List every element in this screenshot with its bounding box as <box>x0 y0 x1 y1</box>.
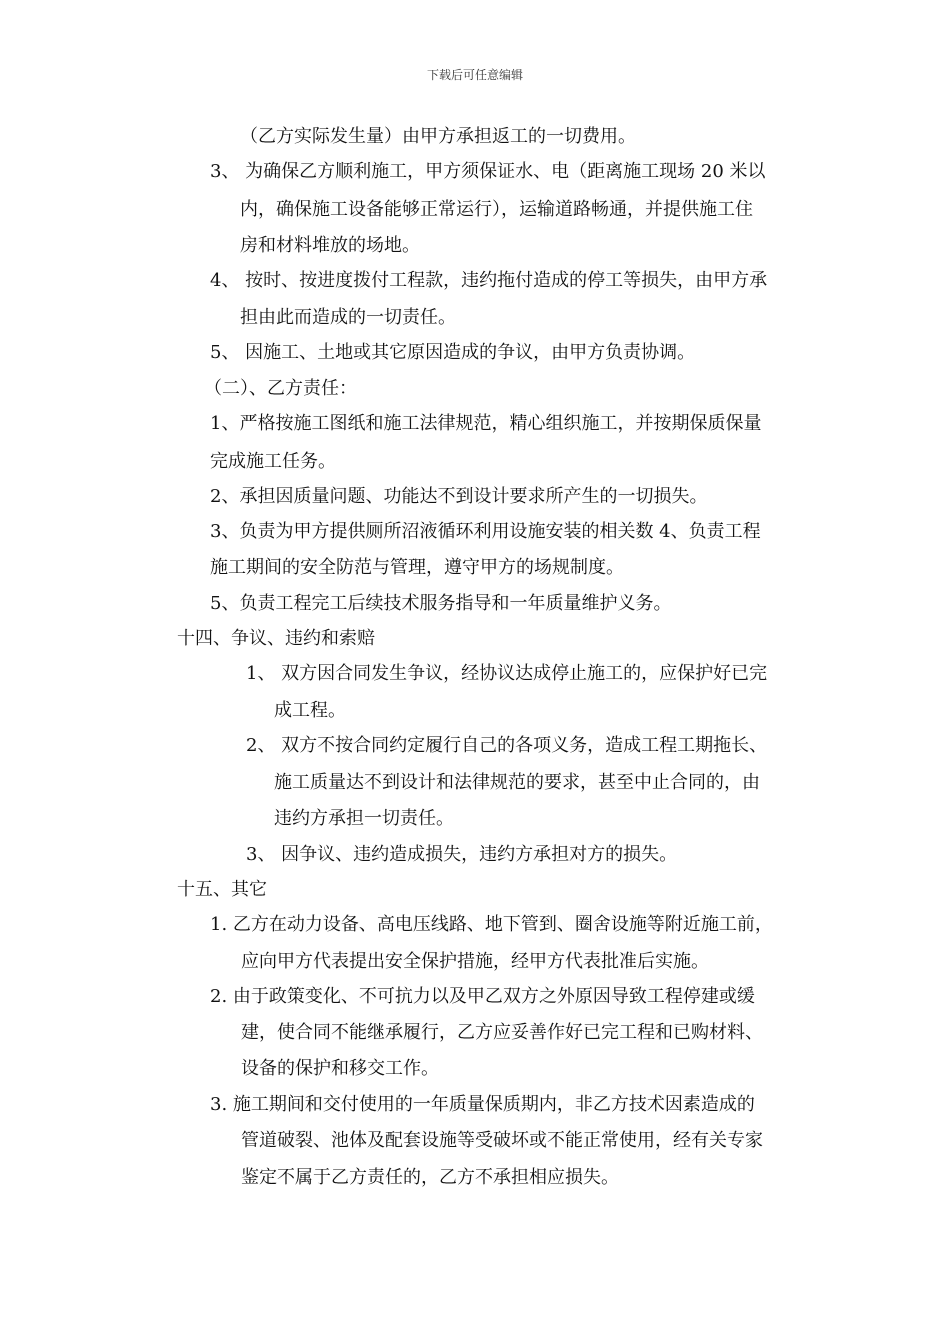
page-header-note: 下载后可任意编辑 <box>426 68 523 82</box>
list-item-other-1: 1. 乙方在动力设备、高电压线路、地下管到、圈舍设施等附近施工前， <box>210 914 773 935</box>
text-line: 设备的保护和移交工作。 <box>241 1058 439 1079</box>
section-heading-party-b: （二）、乙方责任： <box>204 378 357 399</box>
text-line: 成工程。 <box>274 700 346 721</box>
list-item-party-a-5: 5、 因施工、土地或其它原因造成的争议，由甲方负责协调。 <box>210 342 696 363</box>
list-item-party-b-1: 1、严格按施工图纸和施工法律规范，精心组织施工，并按期保质保量 <box>210 413 762 434</box>
list-item-other-3: 3. 施工期间和交付使用的一年质量保质期内，非乙方技术因素造成的 <box>210 1094 755 1115</box>
text-line: 内，确保施工设备能够正常运行），运输道路畅通，并提供施工住 <box>240 199 753 220</box>
section-heading-14: 十四、争议、违约和索赔 <box>177 628 375 649</box>
list-item-other-2: 2. 由于政策变化、不可抗力以及甲乙双方之外原因导致工程停建或缓 <box>210 986 755 1007</box>
text-line: 应向甲方代表提出安全保护措施，经甲方代表批准后实施。 <box>241 951 709 972</box>
section-heading-15: 十五、其它 <box>177 879 267 900</box>
list-item-dispute-1: 1、 双方因合同发生争议，经协议达成停止施工的，应保护好已完 <box>246 663 768 684</box>
list-item-party-b-2: 2、承担因质量问题、功能达不到设计要求所产生的一切损失。 <box>210 486 708 507</box>
list-item-party-a-3: 3、 为确保乙方顺利施工，甲方须保证水、电（距离施工现场 20 米以 <box>210 161 766 182</box>
text-line: 施工期间的安全防范与管理，遵守甲方的场规制度。 <box>210 557 624 578</box>
text-line: 鉴定不属于乙方责任的，乙方不承担相应损失。 <box>241 1167 619 1188</box>
list-item-party-b-3: 3、负责为甲方提供厕所沼液循环利用设施安装的相关数 4、负责工程 <box>210 521 761 542</box>
text-line: 施工质量达不到设计和法律规范的要求，甚至中止合同的，由 <box>274 772 760 793</box>
text-line: 房和材料堆放的场地。 <box>240 235 420 256</box>
text-line: （乙方实际发生量）由甲方承担返工的一切费用。 <box>240 126 636 147</box>
text-line: 管道破裂、池体及配套设施等受破坏或不能正常使用，经有关专家 <box>241 1130 763 1151</box>
text-line: 担由此而造成的一切责任。 <box>240 307 456 328</box>
text-line: 完成施工任务。 <box>210 451 336 472</box>
text-line: 建，使合同不能继承履行，乙方应妥善作好已完工程和已购材料、 <box>241 1022 763 1043</box>
list-item-party-b-5: 5、负责工程完工后续技术服务指导和一年质量维护义务。 <box>210 593 672 614</box>
list-item-dispute-2: 2、 双方不按合同约定履行自己的各项义务，造成工程工期拖长、 <box>246 735 768 756</box>
list-item-party-a-4: 4、 按时、按进度拨付工程款，违约拖付造成的停工等损失，由甲方承 <box>210 270 768 291</box>
text-line: 违约方承担一切责任。 <box>274 808 454 829</box>
list-item-dispute-3: 3、 因争议、违约造成损失，违约方承担对方的损失。 <box>246 844 678 865</box>
